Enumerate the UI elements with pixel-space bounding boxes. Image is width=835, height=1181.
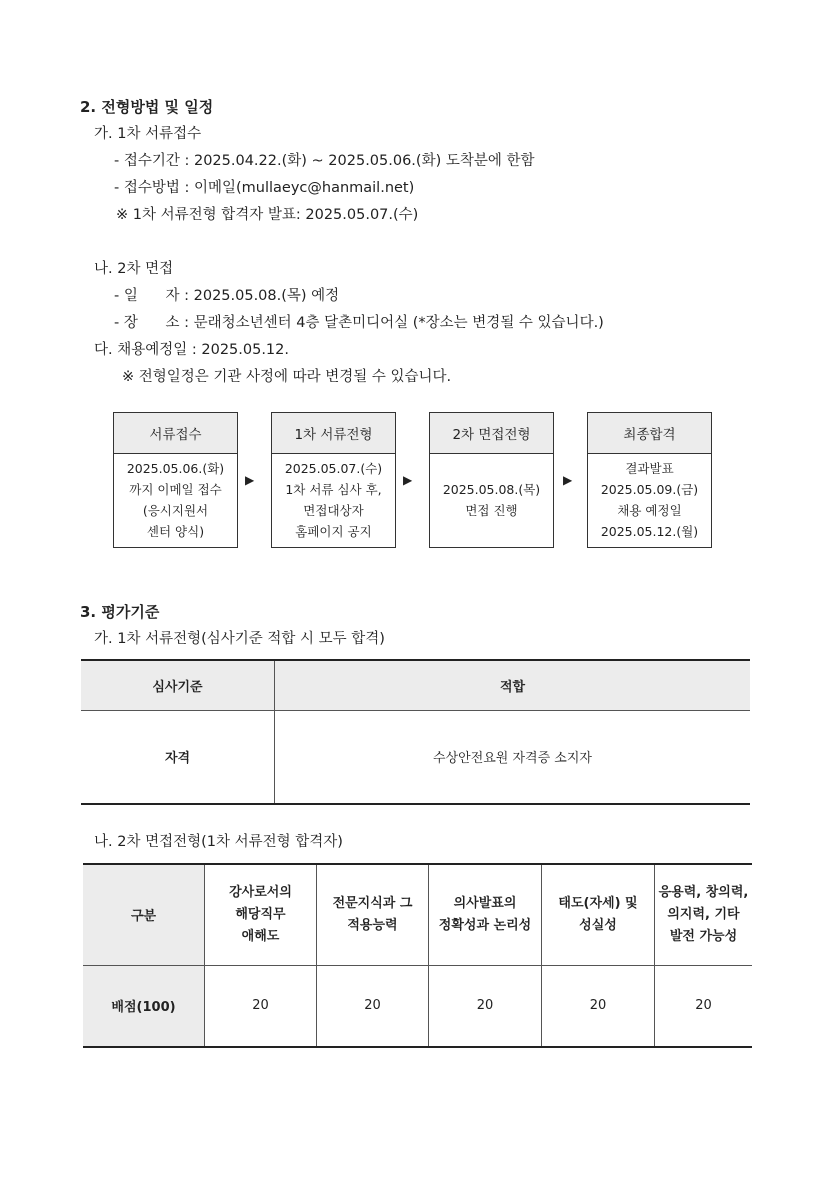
flow-step-line: 면접 진행 — [465, 503, 518, 518]
flow-step-title: 최종합격 — [588, 413, 711, 454]
table-header-cell — [542, 864, 655, 965]
table-cell: 배점(100) — [83, 965, 205, 1047]
table-cell: 자격 — [81, 710, 275, 804]
first-screening-criteria-table — [81, 659, 750, 805]
flow-step-line: 1차 서류 심사 후, — [285, 482, 382, 497]
flow-step-interview — [429, 412, 554, 548]
flow-step-line: 2025.05.06.(화) — [126, 461, 225, 476]
flow-step-line: (응시지원서 — [142, 503, 209, 518]
table-cell: 20 — [429, 965, 542, 1047]
header-line: 정확성과 논리성 — [438, 917, 532, 933]
table-header-cell — [317, 864, 429, 965]
section3-ga-title: 가. 1차 서류전형(심사기준 적합 시 모두 합격) — [94, 631, 385, 647]
application-period: - 접수기간 : 2025.04.22.(화) ~ 2025.05.06.(화) 도착분에 한함 — [114, 153, 535, 169]
table-header-cell — [655, 864, 753, 965]
header-line: 구분 — [130, 909, 157, 925]
header-line: 해당직무 — [235, 906, 286, 922]
table-header-cell — [83, 864, 205, 965]
flow-step-line: 2025.05.12.(월) — [600, 524, 699, 539]
header-line: 성실성 — [579, 917, 617, 933]
section2-na-title: 나. 2차 면접 — [94, 261, 174, 277]
flow-step-first-screening — [271, 412, 396, 548]
header-line: 강사로서의 — [229, 884, 292, 900]
flow-step-line: 채용 예정일 — [617, 503, 682, 518]
flow-step-line: 2025.05.07.(수) — [284, 461, 383, 476]
header-line: 전문지식과 그 — [332, 895, 413, 911]
table-cell: 20 — [317, 965, 429, 1047]
header-line: 의지력, 기타 — [667, 906, 740, 922]
application-method: - 접수방법 : 이메일(mullaeyc@hanmail.net) — [114, 180, 415, 196]
table-cell: 20 — [695, 998, 712, 1014]
table-cell: 수상안전요원 자격증 소지자 — [433, 751, 592, 767]
flow-step-line: 까지 이메일 접수 — [129, 482, 222, 497]
table-cell: 20 — [205, 965, 317, 1047]
flow-step-title: 서류접수 — [114, 413, 237, 454]
interview-criteria-table — [83, 863, 752, 1048]
interview-place: - 장 소 : 문래청소년센터 4층 달촌미디어실 (*장소는 변경될 수 있습니다.) — [114, 315, 604, 331]
flow-step-line: 홈페이지 공지 — [295, 524, 372, 539]
schedule-change-note: ※ 전형일정은 기관 사정에 따라 변경될 수 있습니다. — [122, 369, 452, 385]
table-cell: 20 — [542, 965, 655, 1047]
flow-step-document-submission — [113, 412, 238, 548]
section3-na-title: 나. 2차 면접전형(1차 서류전형 합격자) — [94, 834, 343, 850]
hiring-date: 다. 채용예정일 : 2025.05.12. — [94, 342, 289, 358]
header-line: 의사발표의 — [453, 895, 517, 911]
flow-step-line: 2025.05.08.(목) — [442, 482, 541, 497]
header-line: 애해도 — [241, 928, 280, 944]
flow-step-line: 면접대상자 — [303, 503, 364, 518]
header-line: 태도(자세) 및 — [558, 895, 638, 911]
table-header-cell: 심사기준 — [81, 660, 275, 710]
header-line: 적용능력 — [347, 917, 398, 933]
flow-step-line: 센터 양식) — [146, 524, 205, 539]
section3-title: 3. 평가기준 — [80, 603, 160, 621]
section2-ga-title: 가. 1차 서류접수 — [94, 126, 202, 142]
first-round-announcement-note: ※ 1차 서류전형 합격자 발표: 2025.05.07.(수) — [116, 207, 419, 223]
table-header-cell: 적합 — [275, 660, 751, 710]
arrow-icon: ▶ — [563, 473, 573, 487]
flow-step-title: 2차 면접전형 — [430, 413, 553, 454]
arrow-icon: ▶ — [403, 473, 413, 487]
section2-title: 2. 전형방법 및 일정 — [80, 98, 214, 116]
header-line: 응용력, 창의력, — [658, 884, 749, 900]
flow-step-line: 2025.05.09.(금) — [600, 482, 699, 497]
table-header-cell — [205, 864, 317, 965]
header-line: 발전 가능성 — [669, 928, 738, 944]
flow-step-final-pass — [587, 412, 712, 548]
arrow-icon: ▶ — [245, 473, 255, 487]
flow-step-line: 결과발표 — [625, 461, 674, 476]
flow-step-title: 1차 서류전형 — [272, 413, 395, 454]
table-header-cell — [429, 864, 542, 965]
interview-date: - 일 자 : 2025.05.08.(목) 예정 — [114, 288, 340, 304]
